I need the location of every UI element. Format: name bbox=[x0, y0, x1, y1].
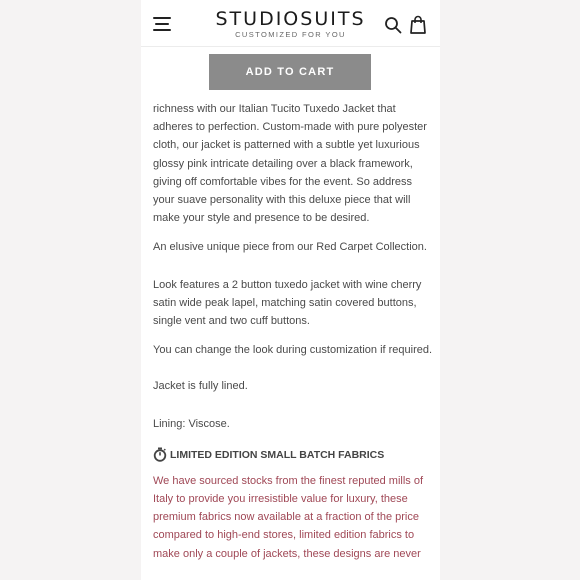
shopping-bag-icon[interactable] bbox=[409, 15, 427, 34]
mobile-page bbox=[141, 0, 440, 580]
stopwatch-icon bbox=[153, 447, 167, 462]
limited-edition-heading bbox=[153, 447, 433, 463]
brand-tagline: CUSTOMIZED FOR YOU bbox=[235, 30, 346, 39]
lining-material: Lining: Viscose. bbox=[153, 417, 230, 430]
search-icon[interactable] bbox=[384, 16, 402, 34]
site-header bbox=[141, 0, 440, 47]
add-to-cart-button[interactable]: ADD TO CART bbox=[209, 54, 371, 90]
limited-edition-text: We have sourced stocks from the finest reputed mills of Italy to provide you irresistible value for luxury, these premium fabrics now available at a fraction of the price compared to high-end stores, limited edition fabrics to make only a couple of jackets, these designs are never bbox=[153, 474, 424, 560]
look-features: Look features a 2 button tuxedo jacket with wine cherry satin wide peak lapel, matching satin covered buttons, single vent and two cuff buttons. bbox=[153, 278, 422, 328]
customization-note: You can change the look during customization if required. bbox=[153, 344, 433, 357]
brand-name: STUDIOSUITS bbox=[215, 8, 366, 30]
limited-edition-title: LIMITED EDITION SMALL BATCH FABRICS bbox=[170, 448, 385, 461]
collection-note: An elusive unique piece from our Red Carpet Collection. bbox=[153, 241, 427, 254]
lining-note: Jacket is fully lined. bbox=[153, 380, 248, 393]
description-paragraph: richness with our Italian Tucito Tuxedo Jacket that adheres to perfection. Custom-made with pure polyester cloth, our jacket is patterned with a subtle yet luxurious glossy pink intricate detailing over a black framework, giving off comfortable vibes for the event. So address your suave personality with this deluxe piece that will make your style and presence to be desired. bbox=[153, 103, 427, 225]
product-description bbox=[153, 100, 433, 563]
